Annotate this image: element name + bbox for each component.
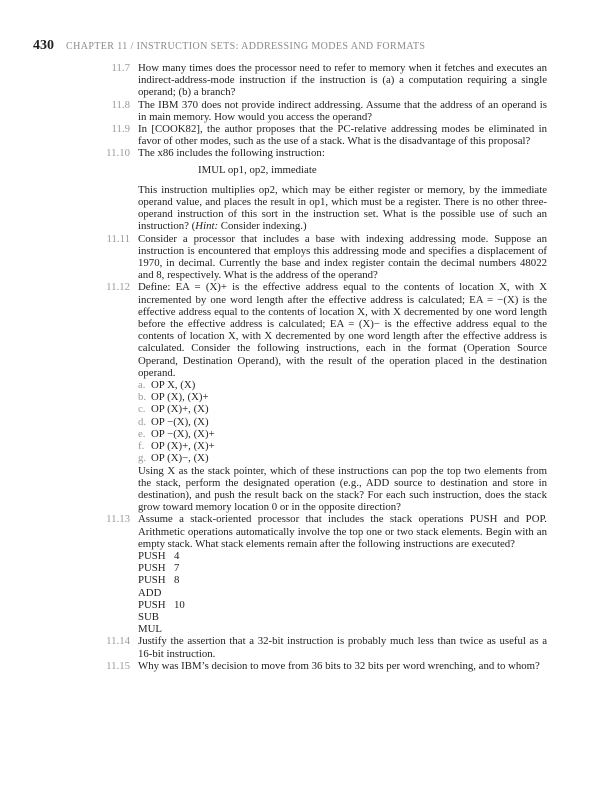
problem-list (92, 62, 547, 672)
option-letter: d. (138, 415, 147, 428)
option-text: OP −(X), (X) (151, 415, 209, 428)
problem-text: Justify the assertion that a 32-bit instruction is probably much less than twice as useful as a 16-bit instruction. (138, 635, 547, 660)
page-header (33, 36, 425, 54)
problem-text: Why was IBM’s decision to move from 36 bits to 32 bits per word wrenching, and to whom? (138, 659, 540, 672)
code-line (138, 611, 547, 623)
code-op: PUSH (138, 574, 166, 587)
problem-11-7 (92, 62, 547, 99)
problem-11-10 (92, 147, 547, 232)
problem-number: 11.8 (111, 98, 130, 111)
option-letter: b. (138, 391, 147, 404)
code-line (138, 574, 547, 586)
code-op: SUB (138, 610, 160, 623)
problem-text: In [COOK82], the author proposes that the PC-relative addressing modes be eliminated in favor of other modes, such as the use of a stack. What is the disadvantage of this proposal? (138, 123, 547, 148)
code-op: ADD (138, 586, 162, 599)
option-text: OP (X), (X)+ (151, 391, 209, 404)
page-number: 430 (33, 38, 54, 53)
problem-text: Consider a processor that includes a base with indexing addressing mode. Suppose an instruction is encountered that employs this addressing mode and specifies a displacement of 1970, in decimal. Currently the base and index register contain the decimal numbers 48022 and 8, respectively. What is the address of the operand? (138, 232, 547, 282)
problem-number: 11.13 (106, 513, 130, 526)
code-line (138, 599, 547, 611)
problem-number: 11.10 (106, 147, 130, 160)
option-letter: c. (138, 403, 146, 416)
problem-text: The IBM 370 does not provide indirect addressing. Assume that the address of an operand is in main memory. How would you access the operand? (138, 98, 547, 123)
problem-11-13 (92, 513, 547, 635)
problem-11-11 (92, 233, 547, 282)
problem-11-15 (92, 660, 547, 672)
stack-code (138, 550, 547, 635)
option-text: OP X, (X) (151, 379, 196, 392)
code-line (138, 587, 547, 599)
code-op: PUSH (138, 562, 166, 575)
problem-followup: Using X as the stack pointer, which of these instructions can pop the top two elements from the stack, perform the designated operation (e.g., ADD source to destination and store in destination), and push the result back on the stack? For each such instruction, does the stack grow toward memory location 0 or in the opposite direction? (138, 464, 547, 514)
problem-11-8 (92, 99, 547, 123)
problem-number: 11.15 (106, 659, 130, 672)
hint-text: Consider indexing.) (218, 220, 307, 233)
code-op: MUL (138, 623, 162, 636)
option-item (138, 391, 547, 403)
problem-number: 11.11 (106, 232, 130, 245)
option-item (138, 428, 547, 440)
option-text: OP (X)+, (X) (151, 403, 209, 416)
option-item (138, 379, 547, 391)
option-item (138, 416, 547, 428)
problem-text (138, 184, 547, 233)
problem-number: 11.9 (111, 123, 130, 136)
option-text: OP −(X), (X)+ (151, 427, 215, 440)
option-item (138, 452, 547, 464)
hint-label: Hint: (195, 220, 219, 233)
running-head: CHAPTER 11 / INSTRUCTION SETS: ADDRESSING MODES AND FORMATS (66, 41, 426, 52)
problem-text: Assume a stack-oriented processor that includes the stack operations PUSH and POP. Arithmetic operations automatically involve the top one or two stack elements. Begin with an empty stack. What stack elements remain after the following instructions are executed? (138, 513, 547, 550)
code-line (138, 623, 547, 635)
problem-number: 11.7 (111, 62, 130, 74)
option-item (138, 440, 547, 452)
code-line (138, 550, 547, 562)
problem-text: Define: EA = (X)+ is the effective address equal to the contents of location X, with X incremented by one word length after the effective address is calculated; EA = −(X) is the effective address equal to the contents of location X, with X decremented by one word length before the effective address is calculated; EA = (X)− is the effective address equal to the contents of location X, with X decremented by one word length after the effective address is calculated. Consider the following instructions, each in the format (Operation Source Operand, Destination Operand), with the result of the operation placed in the destination operand. (138, 281, 547, 379)
problem-11-9 (92, 123, 547, 147)
option-list (138, 379, 547, 464)
code-arg: 7 (174, 562, 180, 575)
option-letter: e. (138, 427, 146, 440)
problem-intro: The x86 includes the following instruction: (138, 147, 325, 160)
option-letter: f. (138, 440, 145, 453)
problem-text: How many times does the processor need to refer to memory when it fetches and executes an indirect-address-mode instruction if the instruction is (a) a computation requiring a single operand; (b) a branch? (138, 62, 547, 99)
instruction-formula: IMUL op1, op2, immediate (198, 163, 317, 176)
code-op: PUSH (138, 549, 166, 562)
option-text: OP (X)+, (X)+ (151, 440, 215, 453)
problem-number: 11.14 (106, 635, 130, 648)
code-arg: 10 (174, 598, 185, 611)
option-item (138, 403, 547, 415)
problem-body: This instruction multiplies op2, which may be either register or memory, by the immediate operand value, and places the result in op1, which must be a register. There is no other three-operand instruction of this sort in the instruction set. What is the possible use of such an instruction? ( (138, 183, 547, 233)
code-op: PUSH (138, 598, 166, 611)
problem-11-14 (92, 635, 547, 659)
option-text: OP (X)−, (X) (151, 452, 209, 465)
problem-number: 11.12 (106, 281, 130, 294)
code-line (138, 562, 547, 574)
option-letter: g. (138, 452, 147, 465)
code-arg: 4 (174, 549, 180, 562)
code-arg: 8 (174, 574, 180, 587)
option-letter: a. (138, 379, 146, 392)
problem-11-12 (92, 281, 547, 513)
